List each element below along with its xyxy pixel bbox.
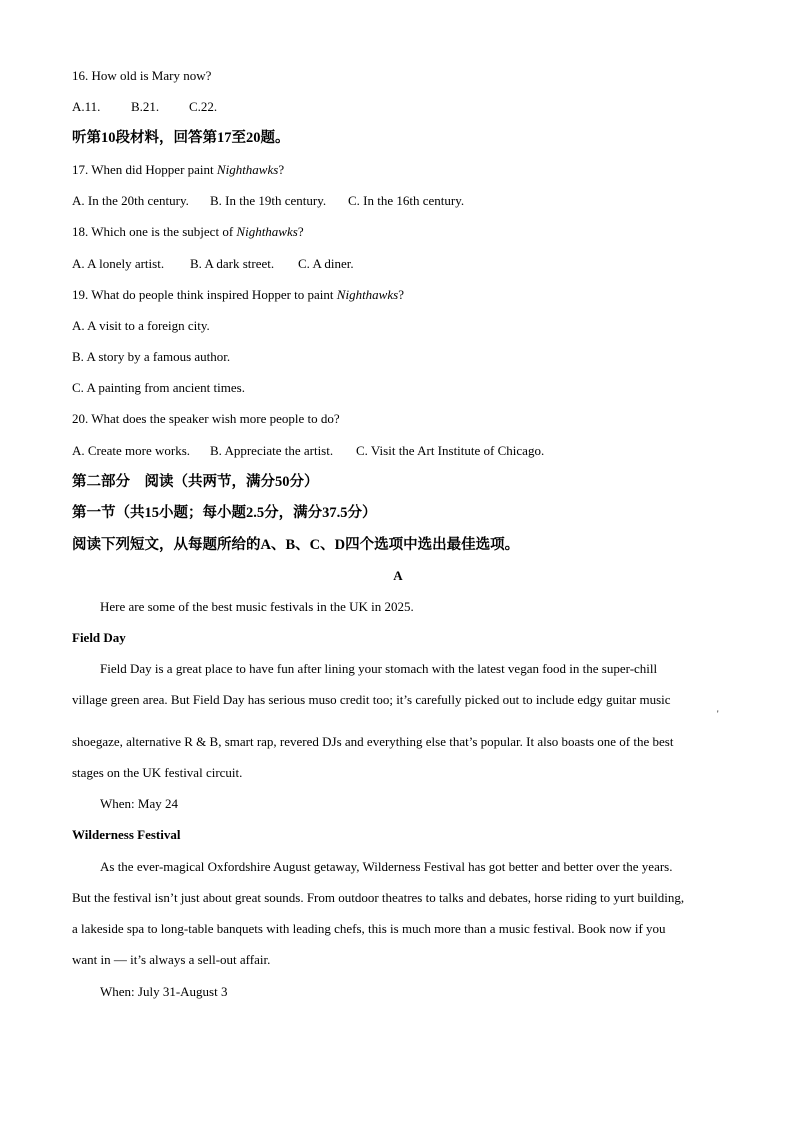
question-16-stem: 16. How old is Mary now? [72, 68, 212, 83]
section-one-title: 第一节（共15小题；每小题2.5分，满分37.5分） [72, 505, 377, 521]
q17-option-a: A. In the 20th century. [72, 193, 189, 208]
wilderness-line-4: want in — it’s always a sell-out affair. [72, 952, 271, 967]
q17-option-c: C. In the 16th century. [348, 193, 465, 208]
question-20-options [72, 443, 724, 459]
question-17-stem [72, 162, 724, 178]
q19-stem-text: 19. What do people think inspired Hopper to paint [72, 287, 337, 302]
field-day-when: When: May 24 [100, 796, 178, 811]
q18-option-b: B. A dark street. [190, 256, 275, 271]
reading-instruction: 阅读下列短文，从每题所给的A、B、C、D四个选项中选出最佳选项。 [72, 537, 520, 553]
section-10-instruction: 听第10段材料，回答第17至20题。 [72, 130, 290, 146]
passage-label: A [393, 568, 403, 583]
q18-option-a: A. A lonely artist. [72, 256, 165, 271]
q16-option-b: B.21. [131, 99, 160, 114]
q17-option-b: B. In the 19th century. [210, 193, 327, 208]
q16-option-c: C.22. [189, 99, 218, 114]
wilderness-line-1: As the ever-magical Oxfordshire August getaway, Wilderness Festival has got better and better over the years. [100, 859, 673, 874]
question-19-stem [72, 287, 724, 303]
q19-stem-end: ? [398, 287, 404, 302]
field-day-line-3: shoegaze, alternative R & B, smart rap, revered DJs and everything else that’s popular. It also boasts one of the best [72, 734, 674, 749]
stray-mark: ' [717, 709, 719, 719]
q19-stem-title: Nighthawks [336, 287, 399, 302]
q18-stem-end: ? [297, 224, 304, 239]
festival-name-wilderness: Wilderness Festival [72, 827, 181, 842]
q16-option-a: A.11. [72, 99, 101, 114]
field-day-line-4: stages on the UK festival circuit. [72, 765, 243, 780]
part-two-title: 第二部分 阅读（共两节，满分50分） [72, 474, 319, 490]
q19-option-b: B. A story by a famous author. [72, 349, 231, 364]
festival-name-field-day: Field Day [72, 630, 126, 645]
q17-stem-text: 17. When did Hopper paint [72, 162, 217, 177]
question-18-options [72, 256, 724, 272]
passage-intro: Here are some of the best music festivals in the UK in 2025. [100, 599, 414, 614]
q17-stem-end: ? [278, 162, 285, 177]
question-16-options [72, 99, 724, 115]
q20-option-a: A. Create more works. [72, 443, 191, 458]
wilderness-line-2: But the festival isn’t just about great sounds. From outdoor theatres to talks and debates, horse riding to yurt building, [72, 890, 685, 905]
q18-stem-text: 18. Which one is the subject of [72, 224, 237, 239]
q19-option-c: C. A painting from ancient times. [72, 380, 245, 395]
wilderness-when: When: July 31-August 3 [100, 984, 228, 999]
q18-stem-title: Nighthawks [236, 224, 298, 239]
field-day-line-2: village green area. But Field Day has serious muso credit too; it’s carefully picked out to include edgy guitar music [72, 692, 671, 707]
q18-option-c: C. A diner. [298, 256, 354, 271]
field-day-line-1: Field Day is a great place to have fun after lining your stomach with the latest vegan food in the super-chill [100, 661, 658, 676]
q17-stem-title: Nighthawks [216, 162, 279, 177]
question-17-options [72, 193, 724, 209]
q19-option-a: A. A visit to a foreign city. [72, 318, 210, 333]
question-18-stem [72, 224, 724, 240]
wilderness-line-3: a lakeside spa to long-table banquets with leading chefs, this is much more than a music festival. Book now if you [72, 921, 666, 936]
q20-option-c: C. Visit the Art Institute of Chicago. [356, 443, 545, 458]
question-20-stem: 20. What does the speaker wish more people to do? [72, 411, 340, 426]
q20-option-b: B. Appreciate the artist. [210, 443, 334, 458]
